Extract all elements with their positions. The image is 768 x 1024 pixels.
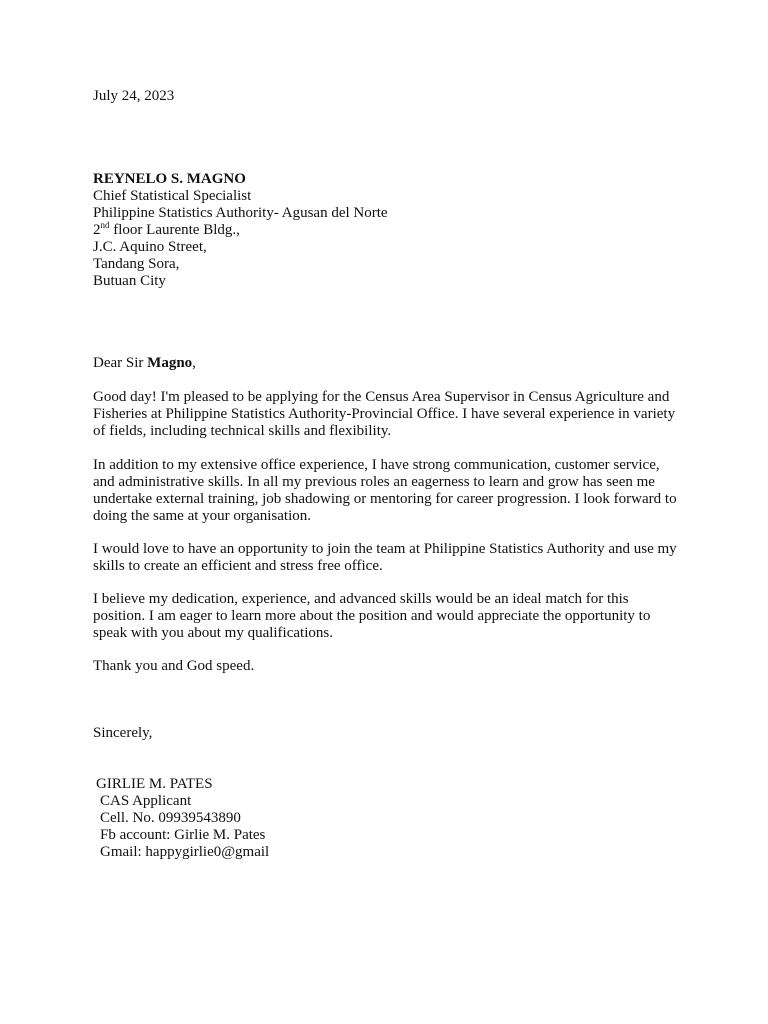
recipient-address-block [93,171,683,290]
recipient-floor [93,222,683,239]
floor-number: 2 [93,222,101,238]
salutation-suffix: , [192,355,196,371]
salutation-name: Magno [147,355,193,371]
body-paragraph-3 [93,541,683,575]
signature-block [96,776,686,861]
signature-fb: Fb account: Girlie M. Pates [100,827,266,843]
salutation-line [93,355,683,372]
paragraph-text: I believe my dedication, experience, and advanced skills would be an ideal match for this position. I am eager to learn more about the position and would appreciate the opportunity to speak with you about my qualifications. [93,591,651,641]
paragraph-text: I would love to have an opportunity to join the team at Philippine Statistics Authority and use my skills to create an efficient and stress free office. [93,541,677,574]
signature-cell: Cell. No. 09939543890 [100,810,241,826]
recipient-street: J.C. Aquino Street, [93,239,207,255]
signature-name: GIRLIE M. PATES [96,776,213,792]
letter-date [93,88,683,105]
floor-ordinal-suffix: nd [100,220,110,230]
body-paragraph-2 [93,457,683,525]
recipient-title: Chief Statistical Specialist [93,188,252,204]
body-paragraph-1 [93,389,683,440]
salutation [93,355,683,372]
signature-role: CAS Applicant [100,793,192,809]
body-paragraph-4 [93,591,683,642]
paragraph-text: Good day! I'm pleased to be applying for the Census Area Supervisor in Census Agriculture and Fisheries at Philippine Statistics Authority-Provincial Office. I have several experience in variety of fields, including technical skills and flexibility. [93,389,676,439]
floor-building: floor Laurente Bldg., [109,222,240,238]
thanks-line [93,658,683,675]
paragraph-text: In addition to my extensive office experience, I have strong communication, customer service, and administrative skills. In all my previous roles an eagerness to learn and grow has seen me undertake external training, job shadowing or mentoring for career progression. I look forward to doing the same at your organisation. [93,457,677,524]
recipient-district: Tandang Sora, [93,256,180,272]
thanks-text: Thank you and God speed. [93,658,255,674]
recipient-organization: Philippine Statistics Authority- Agusan del Norte [93,205,388,221]
closing [93,725,683,742]
salutation-prefix: Dear Sir [93,355,148,371]
closing-text: Sincerely, [93,725,153,741]
date-text: July 24, 2023 [93,88,175,104]
recipient-name: REYNELO S. MAGNO [93,171,246,187]
signature-gmail: Gmail: happygirlie0@gmail [100,844,270,860]
recipient-city: Butuan City [93,273,166,289]
